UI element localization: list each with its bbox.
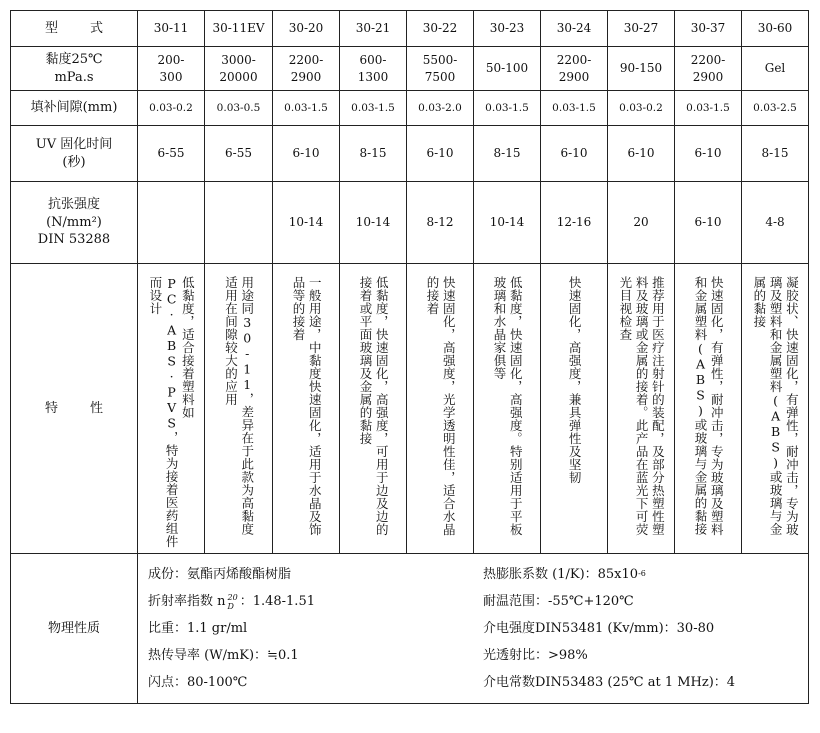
viscosity-value: 2200- xyxy=(690,53,726,68)
refractive-value: ：1.48-1.51 xyxy=(239,593,315,609)
tensile-cell: 12-16 xyxy=(541,182,608,264)
uv-cure-cell: 8-15 xyxy=(474,126,541,182)
uv-cure-cell: 8-15 xyxy=(742,126,809,182)
features-label-char: 性 xyxy=(90,400,104,416)
tensile-label xyxy=(11,182,138,264)
physical-properties xyxy=(138,554,809,704)
model-row xyxy=(11,11,809,47)
features-cell xyxy=(541,264,608,554)
uv-cure-cell: 6-10 xyxy=(273,126,340,182)
tensile-cell: 4-8 xyxy=(742,182,809,264)
gap-cell: 0.03-1.5 xyxy=(273,91,340,126)
viscosity-value: 2900 xyxy=(692,69,724,84)
tensile-cell: 10-14 xyxy=(273,182,340,264)
viscosity-row xyxy=(11,47,809,91)
model-cell: 30-24 xyxy=(541,11,608,47)
uv-cure-cell: 6-55 xyxy=(205,126,273,182)
light-transmittance: 光透射比：>98% xyxy=(483,647,588,663)
thermal-conductivity: 热传导率 (W/mK)：≒0.1 xyxy=(148,647,299,663)
refractive-sup: 20 xyxy=(227,592,238,602)
viscosity-value: 2900 xyxy=(290,69,322,84)
viscosity-value: 200- xyxy=(157,53,185,68)
viscosity-value: 2900 xyxy=(558,69,590,84)
gap-cell: 0.03-1.5 xyxy=(541,91,608,126)
model-cell: 30-20 xyxy=(273,11,340,47)
viscosity-cell xyxy=(474,47,541,91)
features-text: 低黏度，快速固化，高强度，可用于边及边的接着或平面玻璃及金属的黏接 xyxy=(358,275,390,536)
tensile-cell xyxy=(138,182,205,264)
viscosity-value: 90-150 xyxy=(619,61,663,76)
gap-cell: 0.03-1.5 xyxy=(340,91,407,126)
viscosity-cell xyxy=(273,47,340,91)
gap-cell: 0.03-2.5 xyxy=(742,91,809,126)
features-cell xyxy=(205,264,273,554)
viscosity-cell xyxy=(742,47,809,91)
viscosity-value: 5500- xyxy=(422,53,458,68)
viscosity-cell xyxy=(541,47,608,91)
model-label-char: 式 xyxy=(90,20,104,36)
tensile-label-line3: DIN 53288 xyxy=(37,232,111,248)
uv-cure-row xyxy=(11,126,809,182)
viscosity-value: 50-100 xyxy=(485,61,529,76)
features-cell xyxy=(407,264,474,554)
viscosity-label xyxy=(11,47,138,91)
uv-cure-cell: 6-10 xyxy=(541,126,608,182)
gap-cell: 0.03-0.2 xyxy=(608,91,675,126)
features-text: 低黏度，适合接着塑料如PC·ABS·PVS，特为接着医药组件而设计 xyxy=(147,275,196,548)
gap-row xyxy=(11,91,809,126)
features-cell xyxy=(608,264,675,554)
features-text: 凝胶状、快速固化，有弹性，耐冲击，专为玻璃及塑料和金属塑料(ABS)或玻璃与金属的黏接 xyxy=(751,275,800,536)
viscosity-cell xyxy=(675,47,742,91)
model-cell: 30-21 xyxy=(340,11,407,47)
gap-cell: 0.03-0.5 xyxy=(205,91,273,126)
physical-row xyxy=(11,554,809,704)
refractive-index-text: 折射率指数 n xyxy=(148,593,226,609)
features-text: 低黏度，快速固化，高强度。特别适用于平板玻璃和水晶家俱等 xyxy=(492,275,524,536)
uv-cure-cell: 6-10 xyxy=(675,126,742,182)
adhesive-spec-table xyxy=(10,10,809,704)
tensile-cell: 8-12 xyxy=(407,182,474,264)
gap-cell: 0.03-2.0 xyxy=(407,91,474,126)
thermal-expansion xyxy=(483,561,808,588)
features-text: 推荐用于医疗注射针的装配，及部分热塑性塑料及玻璃或金属的接着。此产品在蓝光下可荧光目视检查 xyxy=(617,275,666,536)
viscosity-label-line1: 黏度25℃ xyxy=(45,51,103,67)
refractive-sub: D xyxy=(227,601,234,611)
model-label xyxy=(11,11,138,47)
dielectric-strength: 介电强度DIN53481 (Kv/mm)：30-80 xyxy=(483,620,715,636)
features-text: 用途同30-11，差异在于此款为高黏度适用在间隙较大的应用 xyxy=(223,275,255,535)
uv-cure-cell: 6-55 xyxy=(138,126,205,182)
spec-sheet xyxy=(10,10,809,704)
viscosity-cell xyxy=(205,47,273,91)
dielectric-constant: 介电常数DIN53483 (25℃ at 1 MHz)：4 xyxy=(483,674,736,690)
model-label-char: 型 xyxy=(44,20,58,36)
thermal-expansion-exponent: -6 xyxy=(638,569,646,579)
model-cell: 30-37 xyxy=(675,11,742,47)
flash-point: 闪点：80-100℃ xyxy=(148,674,248,690)
features-cell xyxy=(138,264,205,554)
model-cell: 30-22 xyxy=(407,11,474,47)
viscosity-value: 2200- xyxy=(288,53,324,68)
features-label xyxy=(11,264,138,554)
tensile-cell xyxy=(205,182,273,264)
viscosity-value: 300 xyxy=(159,69,183,84)
features-cell xyxy=(340,264,407,554)
uv-cure-label-line2: (秒) xyxy=(62,154,86,170)
uv-cure-cell: 6-10 xyxy=(407,126,474,182)
physical-label: 物理性质 xyxy=(11,554,138,704)
thermal-expansion-text: 热膨胀系数 (1/K)：85x10 xyxy=(483,566,639,582)
uv-cure-label xyxy=(11,126,138,182)
gap-cell: 0.03-0.2 xyxy=(138,91,205,126)
viscosity-value: 1300 xyxy=(357,69,389,84)
uv-cure-cell: 6-10 xyxy=(608,126,675,182)
features-text: 快速固化，高强度，兼具弹性及坚韧 xyxy=(567,275,583,484)
gap-cell: 0.03-1.5 xyxy=(675,91,742,126)
viscosity-value: 7500 xyxy=(424,69,456,84)
features-cell xyxy=(742,264,809,554)
viscosity-value: Gel xyxy=(764,61,786,76)
features-cell xyxy=(675,264,742,554)
refractive-index xyxy=(148,588,483,615)
features-cell xyxy=(474,264,541,554)
uv-cure-label-line1: UV 固化时间 xyxy=(35,136,113,152)
tensile-cell: 6-10 xyxy=(675,182,742,264)
viscosity-value: 2200- xyxy=(556,53,592,68)
gap-cell: 0.03-1.5 xyxy=(474,91,541,126)
viscosity-cell xyxy=(608,47,675,91)
uv-cure-cell: 8-15 xyxy=(340,126,407,182)
viscosity-value: 20000 xyxy=(219,69,258,84)
tensile-cell: 10-14 xyxy=(340,182,407,264)
tensile-row xyxy=(11,182,809,264)
model-cell: 30-60 xyxy=(742,11,809,47)
viscosity-value: 3000- xyxy=(221,53,256,68)
features-text: 快速固化，有弹性，耐冲击，专为玻璃及塑料和金属塑料(ABS)或玻璃与金属的黏接 xyxy=(693,275,725,536)
model-cell: 30-11EV xyxy=(205,11,273,47)
specific-gravity: 比重：1.1 gr/ml xyxy=(148,620,248,636)
temperature-range: 耐温范围：-55℃+120℃ xyxy=(483,593,634,609)
features-text: 一般用途，中黏度快速固化，适用于水晶及饰品等的接着 xyxy=(291,275,323,536)
viscosity-cell xyxy=(340,47,407,91)
model-cell: 30-23 xyxy=(474,11,541,47)
tensile-label-line1: 抗张强度 xyxy=(47,197,100,213)
features-row xyxy=(11,264,809,554)
model-cell: 30-27 xyxy=(608,11,675,47)
features-cell xyxy=(273,264,340,554)
viscosity-cell xyxy=(138,47,205,91)
tensile-cell: 20 xyxy=(608,182,675,264)
viscosity-value: 600- xyxy=(359,53,387,68)
features-text: 快速固化，高强度，光学透明性佳，适合水晶的接着 xyxy=(425,275,457,536)
viscosity-cell xyxy=(407,47,474,91)
model-cell: 30-11 xyxy=(138,11,205,47)
viscosity-label-line2: mPa.s xyxy=(54,69,94,85)
gap-label: 填补间隙(mm) xyxy=(11,91,138,126)
tensile-label-line2: (N/mm²) xyxy=(46,214,102,230)
features-label-char: 特 xyxy=(44,400,58,416)
composition: 成份：氨酯丙烯酸酯树脂 xyxy=(148,566,292,582)
tensile-cell: 10-14 xyxy=(474,182,541,264)
